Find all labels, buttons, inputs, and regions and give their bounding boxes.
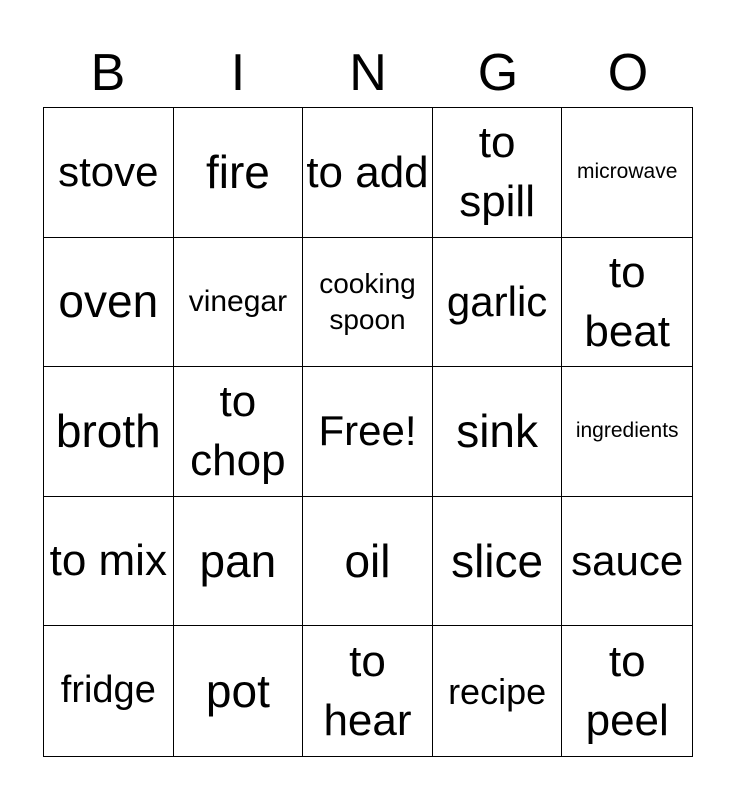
free-space-label: Free! (318, 407, 417, 455)
bingo-cell[interactable] (44, 497, 174, 627)
bingo-cell[interactable] (433, 108, 563, 238)
header-letter-o: O (607, 44, 649, 102)
cell-label: pot (205, 664, 270, 717)
cell-label: garlic (446, 277, 548, 325)
bingo-cell[interactable] (433, 497, 563, 627)
cell-label: pan (199, 534, 277, 587)
bingo-cell[interactable] (44, 367, 174, 497)
cell-label: recipe (448, 670, 547, 712)
cell-label: microwave (577, 160, 678, 184)
cell-label: slice (451, 534, 544, 587)
bingo-cell[interactable] (44, 108, 174, 238)
bingo-cell[interactable] (44, 626, 174, 756)
header-letter-n: N (349, 44, 387, 102)
cell-label: to spill (459, 117, 535, 227)
cell-label: fridge (60, 669, 156, 712)
cell-label: stove (58, 148, 159, 196)
bingo-cell[interactable] (174, 238, 304, 368)
bingo-cell[interactable] (174, 108, 304, 238)
cell-label: sink (456, 405, 538, 458)
bingo-cell[interactable] (174, 626, 304, 756)
header-letter-g: G (477, 44, 519, 102)
bingo-cell[interactable] (174, 367, 304, 497)
cell-label: sauce (571, 536, 684, 584)
header-letter-b: B (90, 44, 126, 102)
free-space-cell[interactable] (303, 367, 433, 497)
cell-label: to peel (585, 636, 669, 746)
bingo-cell[interactable] (44, 238, 174, 368)
header-letter-i: I (230, 44, 246, 102)
cell-label: ingredients (575, 419, 679, 443)
cell-label: to hear (323, 636, 412, 746)
cell-label: to mix (49, 536, 167, 586)
bingo-cell[interactable] (303, 497, 433, 627)
bingo-board (43, 107, 693, 757)
bingo-cell[interactable] (562, 497, 692, 627)
bingo-cell[interactable] (562, 626, 692, 756)
cell-label: vinegar (188, 284, 288, 318)
cell-label: broth (55, 405, 161, 458)
bingo-cell[interactable] (303, 626, 433, 756)
bingo-cell[interactable] (303, 108, 433, 238)
bingo-cell[interactable] (433, 626, 563, 756)
cell-label: fire (205, 145, 270, 198)
bingo-cell[interactable] (433, 238, 563, 368)
cell-label: to chop (190, 377, 286, 486)
bingo-cell[interactable] (303, 238, 433, 368)
cell-label: oven (58, 275, 159, 328)
bingo-cell[interactable] (562, 238, 692, 368)
cell-label: cooking spoon (319, 267, 416, 335)
cell-label: to beat (584, 247, 671, 356)
bingo-cell[interactable] (562, 367, 692, 497)
cell-label: oil (344, 534, 391, 587)
bingo-cell[interactable] (433, 367, 563, 497)
bingo-cell[interactable] (562, 108, 692, 238)
bingo-header (43, 40, 693, 106)
cell-label: to add (306, 147, 429, 197)
bingo-cell[interactable] (174, 497, 304, 627)
